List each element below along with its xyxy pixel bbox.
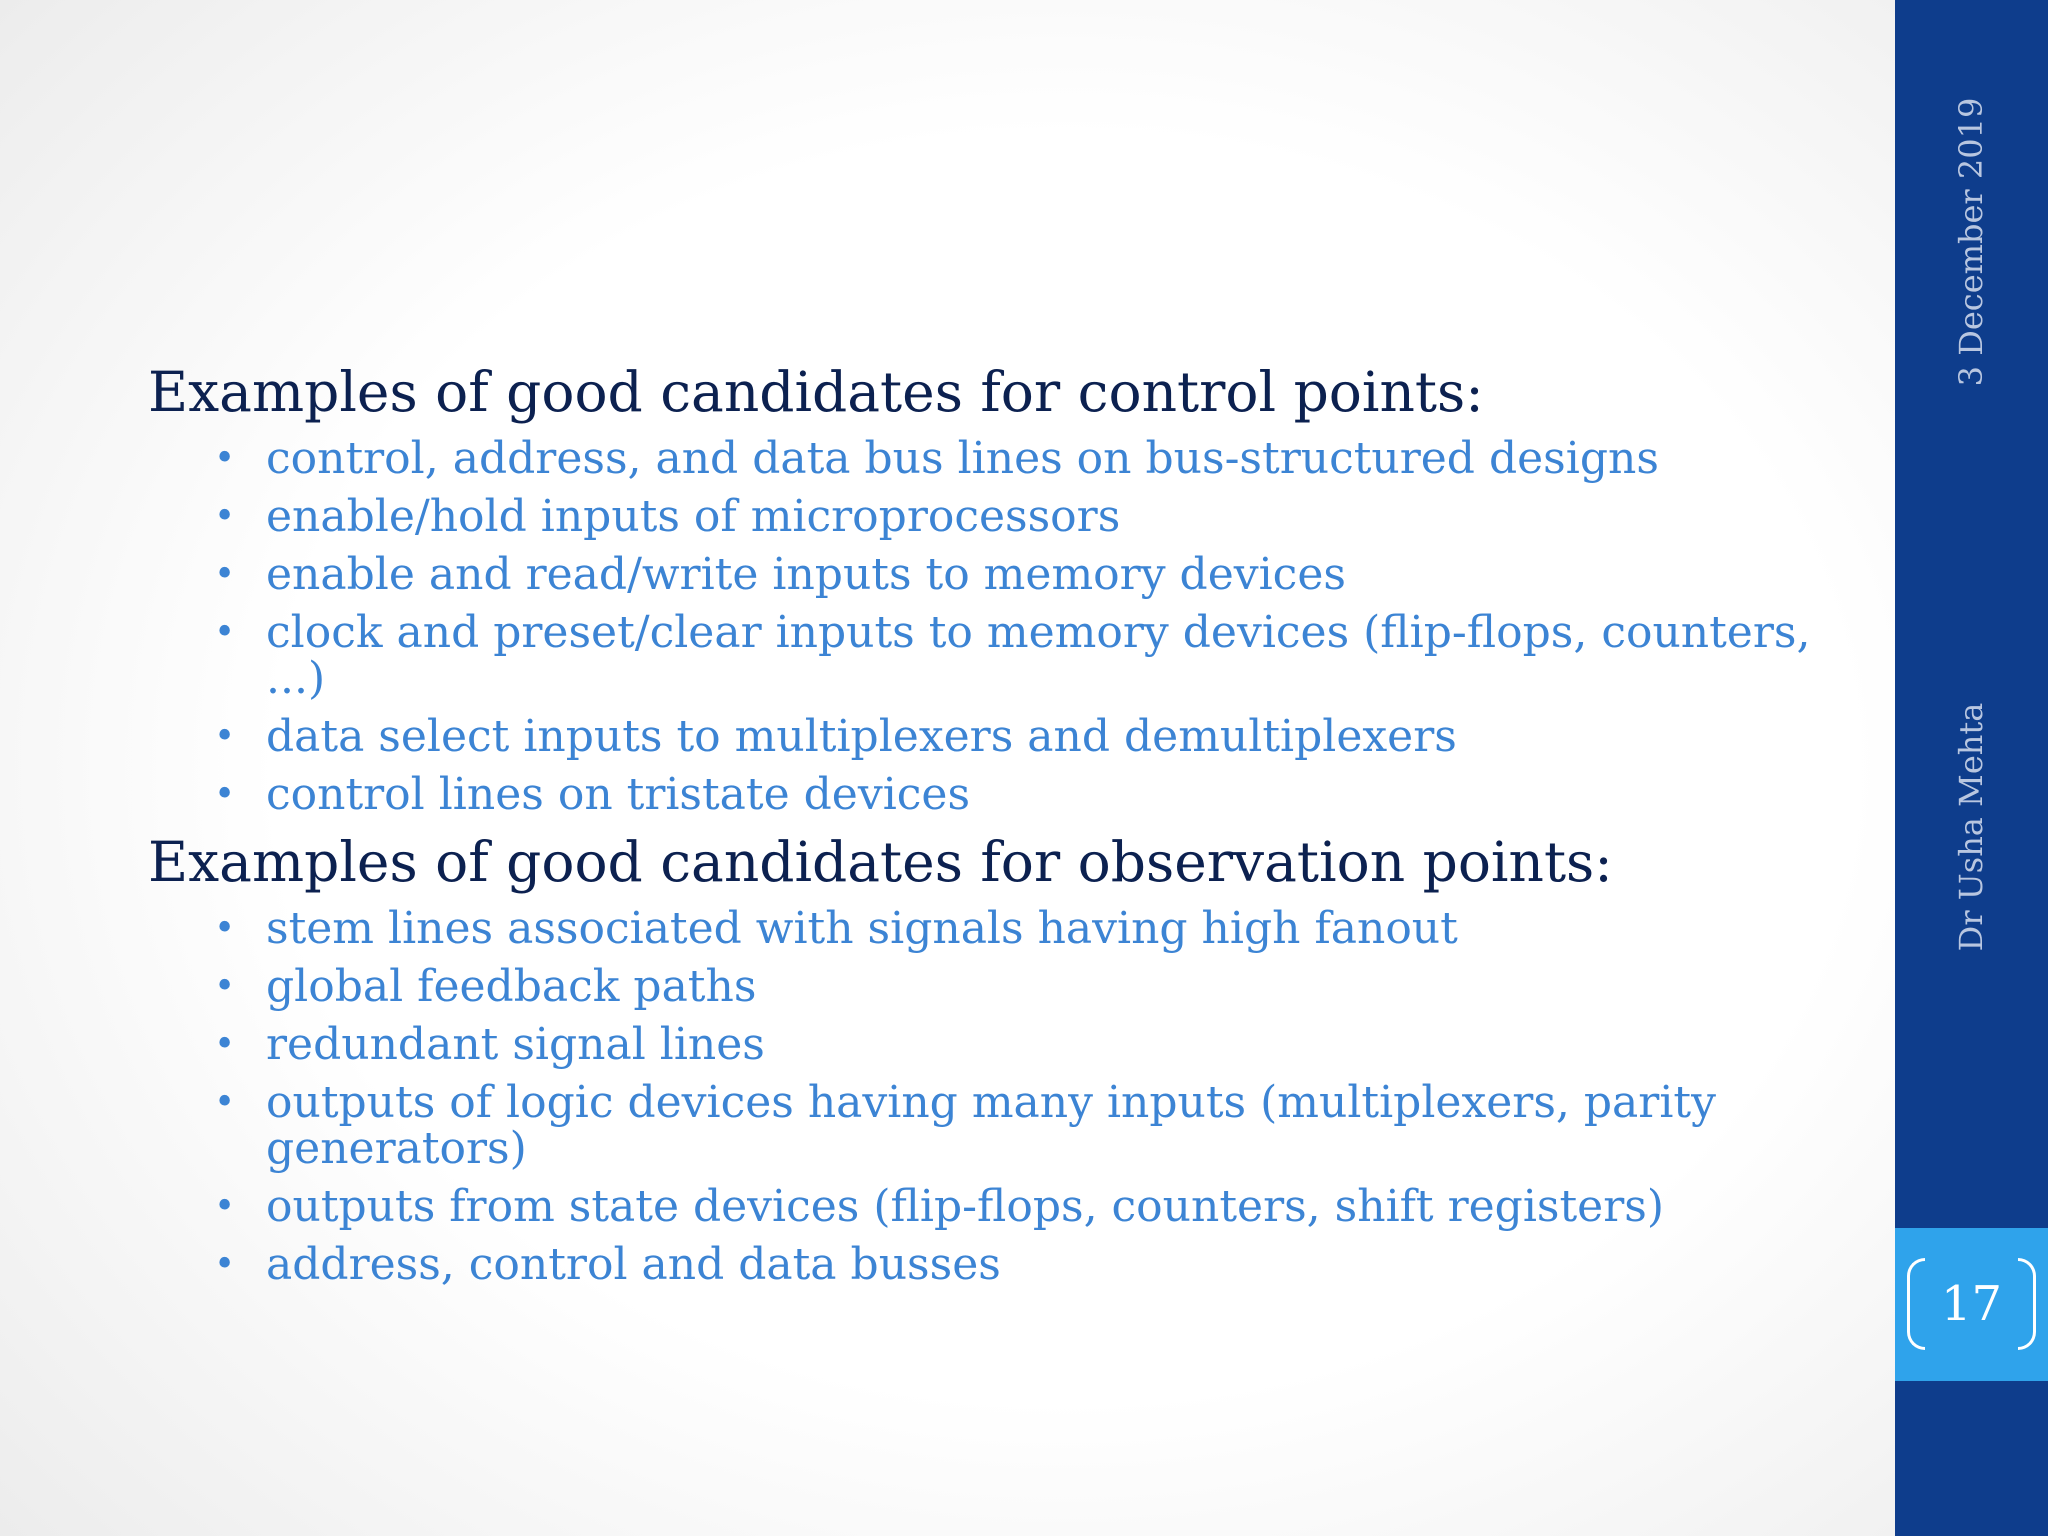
list-item: • control, address, and data bus lines on bus-structured designs	[148, 436, 1868, 482]
observation-points-list	[148, 903, 1868, 1290]
list-item: • global feedback paths	[148, 964, 1868, 1010]
list-item: • stem lines associated with signals having high fanout	[148, 906, 1868, 952]
list-item: • clock and preset/clear inputs to memory devices (flip-flops, counters, ...)	[148, 610, 1868, 702]
list-item: • enable/hold inputs of microprocessors	[148, 494, 1868, 540]
slide-date: 3 December 2019	[1952, 97, 1990, 387]
slide-author: Dr Usha Mehta	[1952, 702, 1990, 952]
list-item: • enable and read/write inputs to memory devices	[148, 552, 1868, 598]
list-item: • data select inputs to multiplexers and demultiplexers	[148, 714, 1868, 760]
slide-sidebar	[1895, 0, 2048, 1536]
list-item: • redundant signal lines	[148, 1022, 1868, 1068]
observation-points-heading: Examples of good candidates for observation points:	[148, 830, 1613, 894]
list-item: • outputs of logic devices having many inputs (multiplexers, parity generators)	[148, 1080, 1868, 1172]
page-number: 17	[1940, 1276, 2003, 1332]
control-points-heading: Examples of good candidates for control points:	[148, 360, 1484, 424]
list-item: • address, control and data busses	[148, 1242, 1868, 1288]
control-points-list	[148, 433, 1868, 820]
list-item: • control lines on tristate devices	[148, 772, 1868, 818]
list-item: • outputs from state devices (flip-flops, counters, shift registers)	[148, 1184, 1868, 1230]
page-number-box	[1895, 1228, 2048, 1381]
slide-content	[148, 360, 1868, 1300]
